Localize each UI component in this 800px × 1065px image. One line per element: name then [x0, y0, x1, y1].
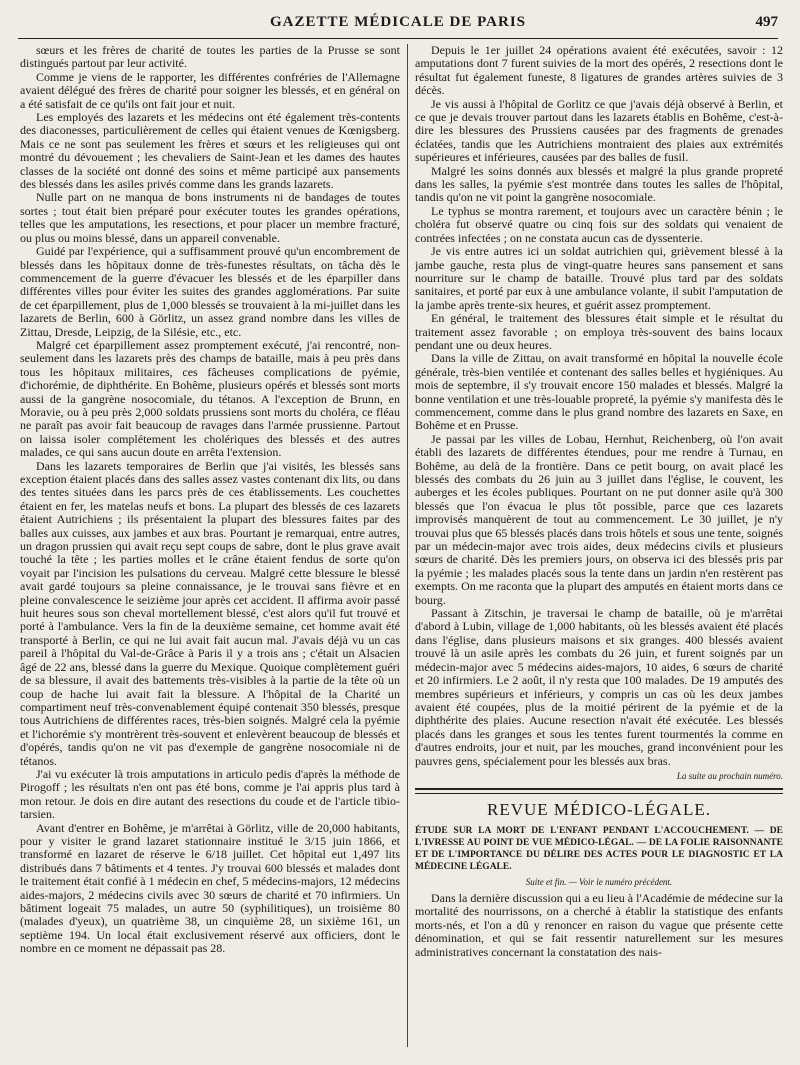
paragraph: Nulle part on ne manqua de bons instruments ni de bandages de toutes sortes ; tout était bien préparé pour exécuter toutes les grandes opérations, telles que les amputations, les resections, et pour placer un membre fracturé, ou plus ou moins blessé, dans un appareil convenable.	[20, 190, 400, 245]
paragraph: Les employés des lazarets et les médecins ont été également très-contents des diaconesses, particulièrement de celles qui étaient venues de Kœnigsberg. Mais ce ne sont pas seulement les frères et sœurs et les religieuses qui ont montré du dévouement ; les chevaliers de Saint-Jean et les dames des hautes classes de la société ont donné des soins et même participé aux pansements des blessés dans les asiles privés comme dans les grands lazarets.	[20, 110, 400, 192]
paragraph: Je vis aussi à l'hôpital de Gorlitz ce que j'avais déjà observé à Berlin, et ce que je devais trouver partout dans les lazarets établis en Bohême, c'est-à-dire les blessures des Prussiens causées par des fragments de grenades éclatées, tandis que les Autrichiens montraient des plaies aux extrémités supérieures et inférieures, causées par des balles de fusil.	[415, 96, 783, 165]
paragraph: Le typhus se montra rarement, et toujours avec un caractère bénin ; le choléra fut observé quatre ou cinq fois sur des soldats qui venaient de contrées infectées ; on ne constata aucun cas de dyssenterie.	[415, 203, 783, 245]
paragraph: Malgré les soins donnés aux blessés et malgré la plus grande propreté dans les salles, la pyémie s'est montrée dans toutes les salles de l'hôpital, tandis qu'on ne vit point la gangrène nosocomiale.	[415, 163, 783, 205]
paragraph: sœurs et les frères de charité de toutes les parties de la Prusse se sont distingués partout par leur activité.	[20, 44, 400, 71]
right-column	[415, 44, 783, 1047]
section-rule	[415, 788, 783, 790]
paragraph: Passant à Zitschin, je traversai le champ de bataille, où je m'arrêtai d'abord à Lubin, village de 1,000 habitants, où les blessés avaient été placés dans l'église, dans plusieurs maisons et six granges. 400 blessés avaient trouvé là un asile après les combats du 26 juin, et furent soignés par un médecin-major avec 5 médecins aides-majors, 10 aides, 6 sœurs de charité et 20 infirmiers. Le 2 août, il n'y resta que 100 malades. De 19 amputés des membres supérieurs et inférieurs, y compris un cas où les deux jambes avaient été coupées, plus de la moitié périrent de la pyémie et de la diphthérite des plaies. Aucune resection n'avait été exécutée. Les blessés placés dans les granges et sous les tentes furent tourmentés la comme en d'autres endroits, jour et nuit, par les mouches, grand inconvénient pour les pauvres gens, spécialement pour les blessés aux bras.	[415, 606, 783, 768]
paragraph: Malgré cet éparpillement assez promptement exécuté, j'ai rencontré, non-seulement dans les lazarets près des champs de bataille, mais à peu près dans tous les hôpitaux militaires, ces fâcheuses complications de pyémie, d'ichorémie, de diphthérite. En Bohême, plusieurs opérés et blessés sont morts aussi de la gangrène nosocomiale, du tétanos. A l'exception de Brunn, en Moravie, ou à peu près 2,000 soldats prussiens sont morts du choléra, ce fléau ne paraît pas avoir fait beaucoup de ravages dans l'armée prussienne. Partout on laissa isoler complétement les cholériques des blessés et des autres malades, ce qui sans aucun doute en arrêta l'extension.	[20, 337, 400, 460]
continuation-note: La suite au prochain numéro.	[676, 770, 783, 781]
section-subtitle: ÉTUDE SUR LA MORT DE L'ENFANT PENDANT L'ACCOUCHEMENT. — DE L'IVRESSE AU POINT DE VUE MÉDICO-LÉGAL. — DE LA FOLIE RAISONNANTE ET DE L'IMPORTANCE DU DÉLIRE DES ACTES POUR LE DIAGNOSTIC ET LA MÉDECINE LÉGALE.	[415, 825, 783, 872]
paragraph: Je passai par les villes de Lobau, Hernhut, Reichenberg, où l'on avait établi des lazarets de différentes étendues, pour me rendre à Turnau, en Bohême, au delà de la frontière. Dans ce petit bourg, on avait placé les blessés des combats du 26 juin au 3 juillet dans l'église, le couvent, les auberges et les écoles publiques. Pourtant on ne put donner asile qu'à 300 blessés que l'on évacua le plus tôt possible, parce que ces lazarets improvisés manquèrent de tout au commencement. Le 30 juillet, je n'y trouvai plus que 65 blessés placés dans trois hôtels et sous une tente, soignés par un médecin-major avec trois aides, deux médecins civils et plusieurs sœurs de charité. Dès les premiers jours, on observa ici des blessés pris par la pyémie ; les malades placés sous la tente dans un jardin n'en restèrent pas exempts. On me raconta que la plupart des amputés en étaient morts dans ce bourg.	[415, 431, 783, 607]
paragraph: J'ai vu exécuter là trois amputations in articulo pedis d'après la méthode de Pirogoff ; les résultats n'en ont pas été bons, comme je l'ai appris plus tard à mon retour. Je dois en dire autant des resections du coude et de l'article tibio-tarsien.	[20, 766, 400, 822]
paragraph: Avant d'entrer en Bohême, je m'arrêtai à Görlitz, ville de 20,000 habitants, pour y visiter le grand lazaret stationnaire institué le 3/15 juin 1866, et transformé en lazaret de réserve le 6/18 juillet. Cet hôpital eut 1,497 lits distribués dans 7 bâtiments et 4 tentes. J'y trouvai 600 blessés et malades dont le traitement était confié à 1 médecin en chef, 5 médecins-majors, 12 médecins aides-majors, 2 médecins civils avec 30 sœurs de charité et 70 infirmiers. Un bâtiment logeait 75 malades, un autre 50 (syphilitiques), un troisième 80 (malades d'yeux), un quatrième 38, un cinquième 28, un sixième 161, un septième 194. Un local était exclusivement réservé aux officiers, dont le nombre en ce moment ne dépassait pas 28.	[20, 820, 400, 956]
paragraph: Dans la ville de Zittau, on avait transformé en hôpital la nouvelle école générale, très-bien ventilée et contenant des salles belles et hygiéniques. Au mois de septembre, il s'y trouvait encore 150 malades et blessés. Malgré la bonne ventilation et une très-louable propreté, la pyémie s'y manifesta dès le commencement, comme dans le plus grand nombre des lazarets en Saxe, en Bohême et en Prusse.	[415, 351, 783, 433]
header-rule	[18, 38, 778, 39]
column-divider	[407, 44, 408, 1047]
section-body: Dans la dernière discussion qui a eu lieu à l'Académie de médecine sur la mortalité des nourrissons, on a cherché à établir la statistique des enfants morts-nés, et l'on a dû y renoncer en raison du vague que présente cette dénomination, et qui se fait ressentir naturellement sur les mesures administratives concernant la constatation des nais-	[415, 890, 783, 959]
section-rule-thin	[415, 793, 783, 794]
paragraph: Je vis entre autres ici un soldat autrichien qui, grièvement blessé à la jambe gauche, resta plus de vingt-quatre heures sans pansement et sans nourriture sur le champ de bataille. Trouvé plus tard par des soldats sanitaires, et porté par eux à une ambulance volante, il subit l'amputation de la jambe après trente-six heures, et guérit assez promptement.	[415, 244, 783, 312]
page-number: 497	[755, 14, 778, 30]
paragraph: Comme je viens de le rapporter, les différentes confréries de l'Allemagne avaient délégué des frères de charité pour soigner les blessés, et en général on a été satisfait de ce qu'ils ont fait jour et nuit.	[20, 69, 400, 111]
paragraph: Depuis le 1er juillet 24 opérations avaient été exécutées, savoir : 12 amputations dont 7 furent suivies de la mort des opérés, 2 resections dont le résultat fut également funeste, 8 ligatures de grandes artères suivies de 3 décès.	[415, 44, 783, 98]
section-note: Suite et fin. — Voir le numéro précédent.	[525, 876, 673, 887]
paragraph: Dans les lazarets temporaires de Berlin que j'ai visités, les blessés sans exception étaient placés dans des salles assez vastes contenant dix lits, ou dans des tentes situées dans les parcs près de ces établissements. Les couchettes étaient en fer, les matelas neufs et bons. La plupart des blessés de ces lazarets étaient Autrichiens ; ils présentaient la plupart des blessures faites par des balles aux cuisses, aux jambes et aux bras. Pourtant je remarquai, entre autres, un dragon prussien qui avait reçu sept coups de sabre, dont le plus grave avait touché la tête ; les parties molles et le crâne étaient fendus de sorte qu'on voyait par l'incision les pulsations du cerveau. Malgré cette blessure le blessé avait gardé toujours sa pleine connaissance, je le trouvai sans fièvre et en pleine convalescence le seizième jour après cet accident. Il affirma avoir passé huit heures sous son cheval mortellement blessé, c'est alors qu'il fut trouvé et porté à l'ambulance. Vers la fin de la deuxième semaine, cet homme avait été transporté à Berlin, ce qui ne lui avait fait aucun mal. J'avais déjà vu un cas pareil à l'hôpital du Val-de-Grâce à Paris il y a trois ans ; c'était un Alsacien âgé de 22 ans, blessé dans la guerre du Mexique. Quoique complètement guéri de sa blessure, il avait des battements très-visibles à la partie de la tête où un coup de hache lui avait fait la blessure. A l'hôpital de la Charité un compartiment neuf très-convenablement équipé contenait 350 blessés, presque tous Autrichiens de différentes races, très-bien soignés. Malgré cela la pyémie et l'ichorémie s'y montrèrent très-souvent et enlevèrent beaucoup de blessés et d'opérés, tandis qu'on ne vit pas d'exemple de gangrène nosocomiale ni de tétanos.	[20, 458, 400, 768]
section-title: REVUE MÉDICO-LÉGALE.	[487, 799, 711, 819]
left-column	[20, 44, 400, 1047]
paragraph: En général, le traitement des blessures était simple et le résultat du traitement assez favorable ; on employa très-souvent des bains locaux pendant une ou deux heures.	[415, 311, 783, 352]
paragraph: Guidé par l'expérience, qui a suffisamment prouvé qu'un encombrement de blessés dans les hôpitaux donne de très-funestes résultats, on tâcha dès le commencement de la guerre d'évacuer les blessés et de les éparpiller dans différentes villes pour éviter les suites des grandes agglomérations. Par suite de cet éparpillement, plus de 1,000 blessés se trouvaient à la mi-juillet dans les lazarets de Berlin, 600 à Görlitz, un assez grand nombre dans les villes de Zittau, Dresde, Leipzig, de la Silésie, etc., etc.	[20, 244, 400, 339]
page-header	[18, 10, 778, 40]
journal-title: GAZETTE MÉDICALE DE PARIS	[269, 14, 526, 30]
